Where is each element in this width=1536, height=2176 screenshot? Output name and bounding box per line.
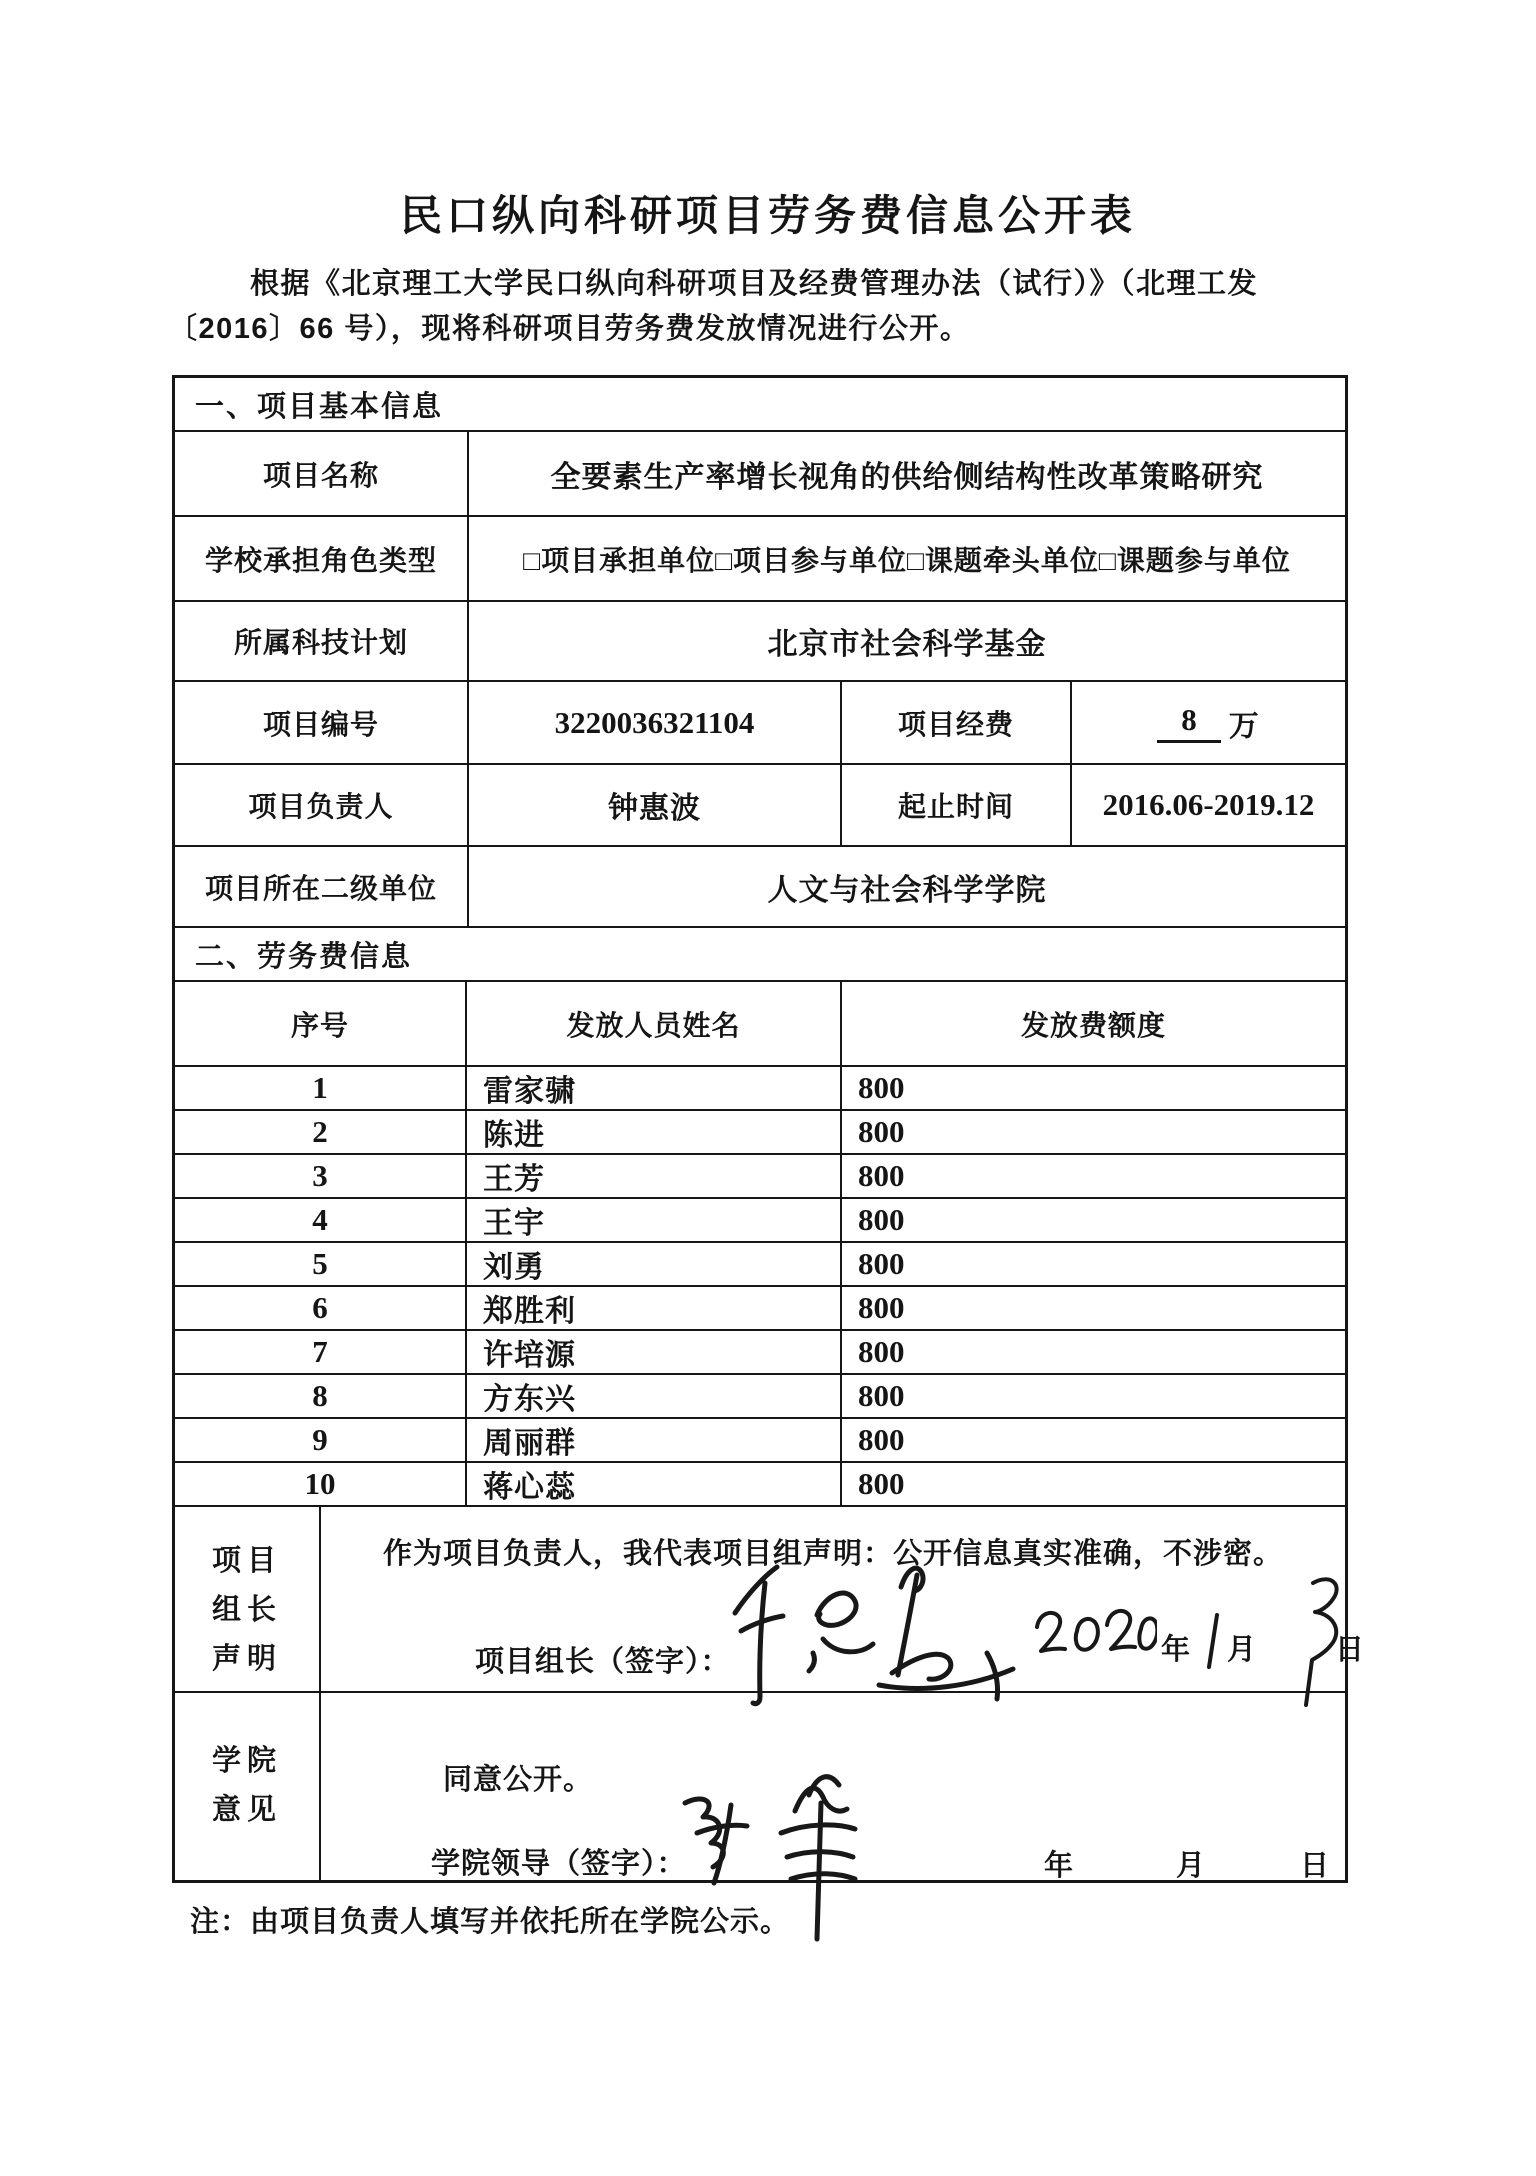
table-row [175,1285,1345,1329]
college-opinion-label-line: 意见 [211,1794,282,1826]
section1-header-row [175,378,1345,430]
program-value: 北京市社会科学基金 [467,602,1345,680]
project-leader-label: 项目负责人 [248,791,394,822]
row-no: 1 [312,1070,328,1105]
table-row [175,1153,1345,1197]
college-sign-label: 学院领导（签字）： [431,1848,687,1880]
row-amount: 800 [840,1199,1345,1241]
row-name: 刘勇 [465,1243,840,1285]
row-name: 王芳 [465,1155,840,1197]
intro-paragraph-line1: 根据《北京理工大学民口纵向科研项目及经费管理办法（试行）》（北理工发 [250,268,1259,300]
project-leader-row [175,763,1345,845]
table-row [175,1065,1345,1109]
row-amount: 800 [840,1419,1345,1461]
leader-date-year-handwriting [1033,1603,1157,1667]
row-name: 周丽群 [465,1419,840,1461]
row-name: 蒋心蕊 [465,1463,840,1505]
row-no: 9 [312,1422,328,1457]
row-amount: 800 [840,1067,1345,1109]
leader-statement-content [319,1507,1365,1691]
row-name: 陈进 [465,1111,840,1153]
role-type-checkbox-options: □项目承担单位□项目参与单位□课题牵头单位□课题参与单位 [467,517,1345,600]
funding-label: 项目经费 [840,682,1070,763]
row-amount: 800 [840,1111,1345,1153]
row-name: 郑胜利 [465,1287,840,1329]
row-no: 10 [304,1466,336,1501]
college-opinion-text: 同意公开。 [443,1764,594,1796]
row-no: 5 [312,1246,328,1281]
program-label: 所属科技计划 [233,627,408,658]
leader-date-month-handwriting [1205,1611,1223,1671]
footnote: 注：由项目负责人填写并依托所在学院公示。 [190,1906,791,1938]
project-leader-value: 钟惠波 [467,765,840,845]
table-row [175,1329,1345,1373]
secondary-unit-label: 项目所在二级单位 [204,872,437,904]
project-name-value: 全要素生产率增长视角的供给侧结构性改革策略研究 [467,432,1345,515]
leader-date-day-char: 日 [1335,1634,1365,1666]
intro-paragraph-line2: 〔2016〕66 号），现将科研项目劳务费发放情况进行公开。 [168,313,971,345]
program-row [175,600,1345,680]
col-header-name: 发放人员姓名 [465,982,840,1065]
leader-statement-label [175,1507,319,1691]
college-opinion-row [175,1691,1345,1880]
col-header-no: 序号 [290,1009,349,1041]
row-no: 3 [312,1158,328,1193]
row-name: 许培源 [465,1331,840,1373]
leader-date-year-char: 年 [1161,1634,1191,1666]
row-amount: 800 [840,1331,1345,1373]
section2-header-row [175,926,1345,980]
funding-unit: 万 [1228,709,1260,743]
row-name: 方东兴 [465,1375,840,1417]
project-number-value: 3220036321104 [467,682,840,763]
row-no: 6 [312,1290,328,1325]
leader-statement-label-line: 声明 [211,1643,282,1675]
leader-statement-text: 作为项目负责人，我代表项目组声明：公开信息真实准确，不涉密。 [383,1538,1284,1570]
row-no: 8 [312,1378,328,1413]
college-opinion-label-line: 学院 [211,1745,282,1777]
table-row [175,1461,1345,1505]
row-no: 2 [312,1114,328,1149]
project-name-label: 项目名称 [262,459,379,491]
table-row [175,1241,1345,1285]
section2-title: 二、劳务费信息 [195,940,413,973]
duration-label: 起止时间 [840,765,1070,845]
college-date-month-char: 月 [1176,1850,1206,1882]
leader-signature-handwriting [729,1557,1029,1709]
leader-date-month-char: 月 [1227,1634,1257,1666]
table-row [175,1373,1345,1417]
college-date-year-char: 年 [1044,1850,1074,1882]
secondary-unit-row [175,845,1345,926]
row-amount: 800 [840,1243,1345,1285]
row-amount: 800 [840,1463,1345,1505]
row-no: 7 [312,1334,328,1369]
section1-title: 一、项目基本信息 [195,390,444,423]
row-name: 雷家骕 [465,1067,840,1109]
table-row [175,1197,1345,1241]
role-type-row [175,515,1345,600]
page-title: 民口纵向科研项目劳务费信息公开表 [399,192,1136,239]
project-name-row [175,430,1345,515]
row-name: 王宇 [465,1199,840,1241]
leader-statement-row [175,1505,1365,1691]
table-row [175,1109,1345,1153]
leader-sign-label: 项目组长（签字）： [475,1646,731,1678]
row-no: 4 [312,1202,328,1237]
leader-statement-label-line: 组长 [211,1594,282,1626]
col-header-amount: 发放费额度 [840,982,1345,1065]
row-amount: 800 [840,1375,1345,1417]
project-number-row [175,680,1345,763]
row-amount: 800 [840,1155,1345,1197]
disclosure-form-table [172,375,1365,1883]
secondary-unit-value: 人文与社会科学学院 [467,847,1345,926]
table-row [175,1417,1345,1461]
duration-value: 2016.06-2019.12 [1070,765,1345,845]
role-type-label: 学校承担角色类型 [204,544,437,576]
fee-table-header-row [175,980,1345,1065]
leader-statement-label-line: 项目 [211,1545,282,1577]
college-opinion-label [175,1693,319,1880]
funding-value-cell [1070,682,1345,763]
row-amount: 800 [840,1287,1345,1329]
college-date-day-char: 日 [1300,1850,1330,1882]
project-number-label: 项目编号 [262,708,379,740]
college-opinion-content [319,1693,1345,1880]
funding-amount: 8 [1157,702,1221,743]
